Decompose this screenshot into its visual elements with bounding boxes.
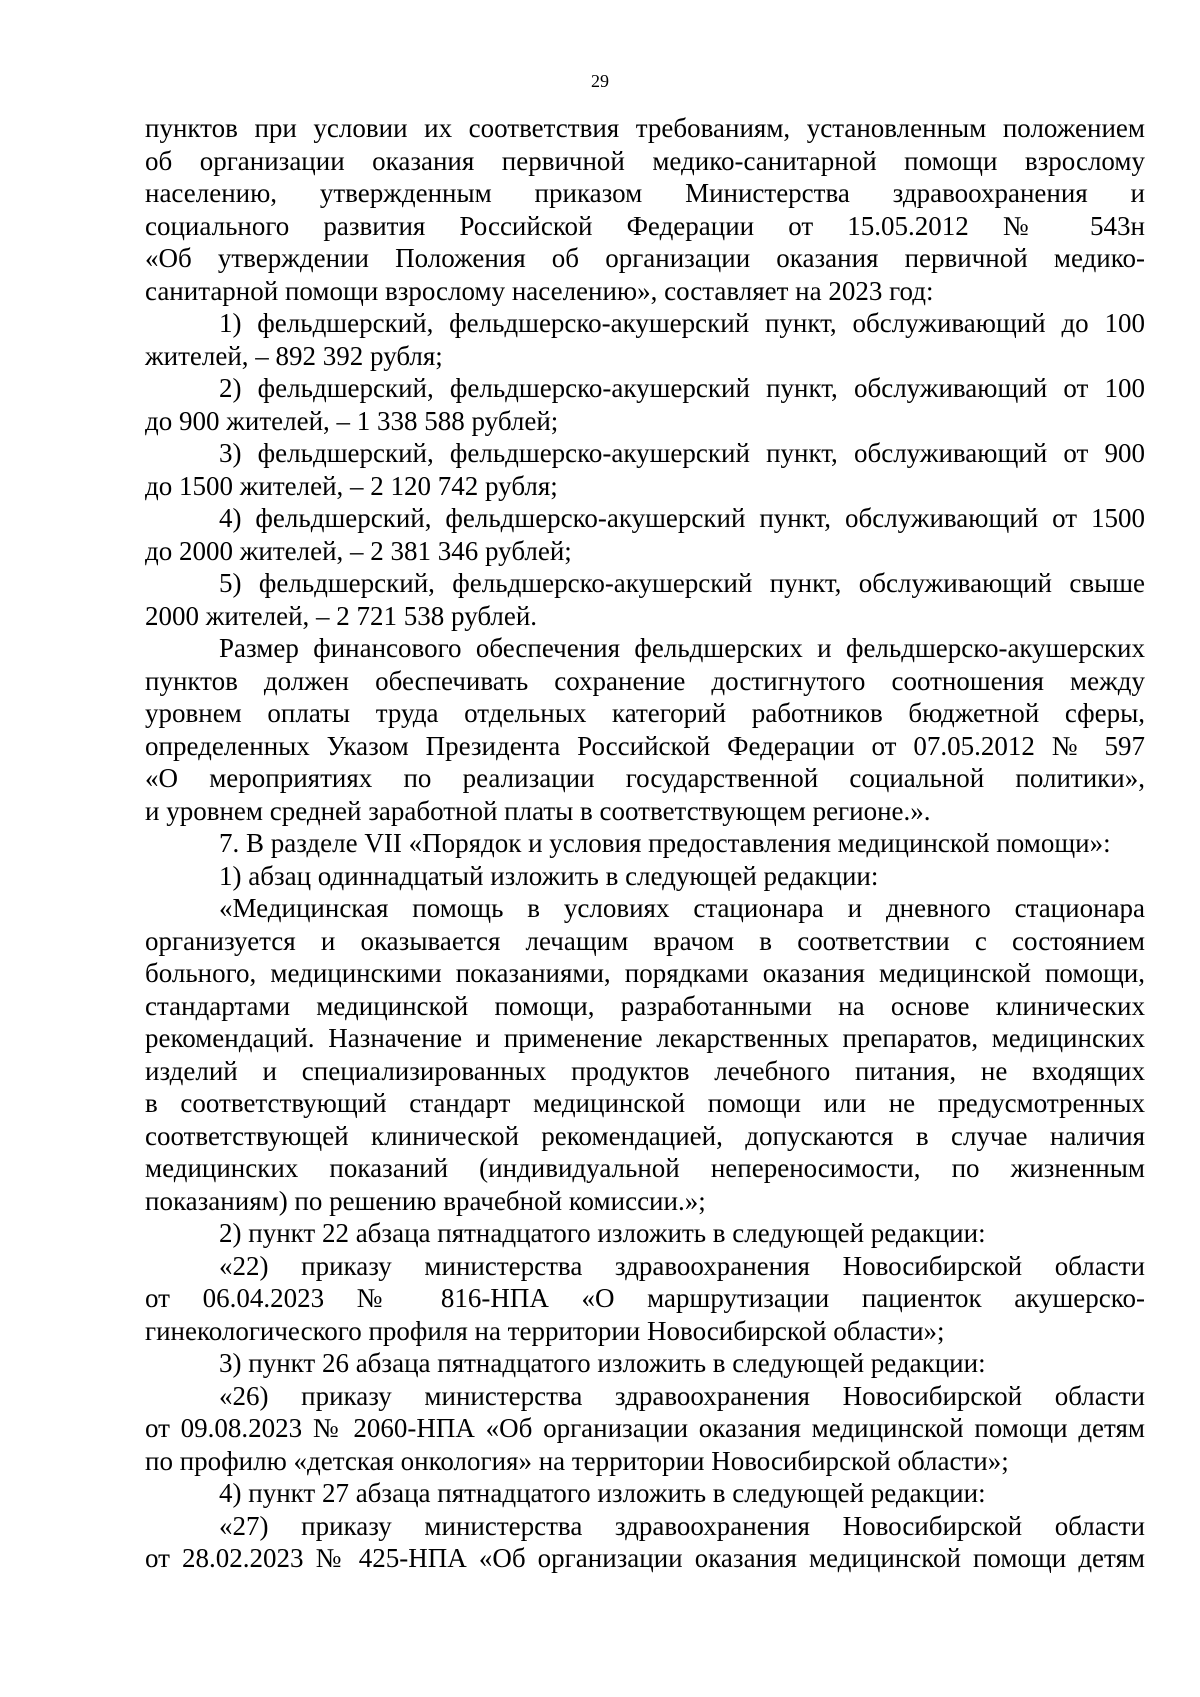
text-line: от 09.08.2023 № 2060-НПА «Об организации оказания медицинской помощи детям bbox=[145, 1413, 1145, 1443]
text-line: рекомендаций. Назначение и применение лекарственных препаратов, медицинских bbox=[145, 1023, 1145, 1053]
text-line: в соответствующий стандарт медицинской помощи или не предусмотренных bbox=[145, 1088, 1145, 1118]
text-line: Размер финансового обеспечения фельдшерских и фельдшерско-акушерских bbox=[219, 633, 1145, 663]
text-line: стандартами медицинской помощи, разработанными на основе клинических bbox=[145, 990, 1145, 1021]
text-line: от 06.04.2023 № 816-НПА «О маршрутизации пациенток акушерско- bbox=[145, 1283, 1145, 1313]
document-body bbox=[145, 112, 1145, 1575]
text-line: до 2000 жителей, – 2 381 346 рублей; bbox=[145, 535, 572, 566]
text-line: по профилю «детская онкология» на территории Новосибирской области»; bbox=[145, 1445, 1009, 1476]
text-line: социального развития Российской Федерации от 15.05.2012 № 543н bbox=[145, 210, 1145, 241]
text-line: и уровнем средней заработной платы в соответствующем регионе.». bbox=[145, 795, 931, 826]
text-line: определенных Указом Президента Российской Федерации от 07.05.2012 № 597 bbox=[145, 730, 1145, 761]
text-line: санитарной помощи взрослому населению», составляет на 2023 год: bbox=[145, 275, 934, 306]
text-line: 1) фельдшерский, фельдшерско-акушерский пункт, обслуживающий до 100 bbox=[219, 308, 1145, 338]
text-line: пунктов при условии их соответствия требованиям, установленным положением bbox=[145, 113, 1145, 143]
text-line: жителей, – 892 392 рубля; bbox=[145, 340, 443, 371]
text-line: «Медицинская помощь в условиях стационара и дневного стационара bbox=[219, 893, 1145, 923]
text-line: «26) приказу министерства здравоохранения Новосибирской области bbox=[219, 1380, 1145, 1411]
text-line: 2000 жителей, – 2 721 538 рублей. bbox=[145, 600, 538, 631]
text-line: уровнем оплаты труда отдельных категорий работников бюджетной сферы, bbox=[145, 698, 1145, 728]
text-line: 3) пункт 26 абзаца пятнадцатого изложить в следующей редакции: bbox=[219, 1348, 986, 1378]
text-line: 3) фельдшерский, фельдшерско-акушерский пункт, обслуживающий от 900 bbox=[219, 438, 1145, 468]
text-line: больного, медицинскими показаниями, порядками оказания медицинской помощи, bbox=[145, 958, 1145, 988]
text-line: населению, утвержденным приказом Министерства здравоохранения и bbox=[145, 178, 1145, 208]
text-line: «22) приказу министерства здравоохранения Новосибирской области bbox=[219, 1250, 1145, 1281]
text-line: изделий и специализированных продуктов лечебного питания, не входящих bbox=[145, 1055, 1145, 1086]
text-line: 4) пункт 27 абзаца пятнадцатого изложить в следующей редакции: bbox=[219, 1478, 986, 1508]
text-line: 5) фельдшерский, фельдшерско-акушерский пункт, обслуживающий свыше bbox=[219, 568, 1145, 598]
page-number: 29 bbox=[591, 71, 609, 91]
text-line: до 1500 жителей, – 2 120 742 рубля; bbox=[145, 470, 558, 501]
text-line: до 900 жителей, – 1 338 588 рублей; bbox=[145, 405, 559, 436]
text-line: показаниям) по решению врачебной комиссии.»; bbox=[145, 1185, 706, 1216]
text-line: 2) фельдшерский, фельдшерско-акушерский пункт, обслуживающий от 100 bbox=[219, 373, 1145, 403]
text-line: от 28.02.2023 № 425-НПА «Об организации оказания медицинской помощи детям bbox=[145, 1543, 1145, 1573]
text-line: 1) абзац одиннадцатый изложить в следующей редакции: bbox=[219, 860, 879, 891]
text-line: 7. В разделе VII «Порядок и условия предоставления медицинской помощи»: bbox=[219, 828, 1111, 858]
text-line: «Об утверждении Положения об организации оказания первичной медико- bbox=[145, 243, 1145, 273]
text-line: соответствующей клинической рекомендацией, допускаются в случае наличия bbox=[145, 1120, 1145, 1151]
text-line: 2) пункт 22 абзаца пятнадцатого изложить в следующей редакции: bbox=[219, 1218, 986, 1248]
text-line: «О мероприятиях по реализации государственной социальной политики», bbox=[145, 763, 1145, 793]
text-line: гинекологического профиля на территории Новосибирской области»; bbox=[145, 1315, 945, 1346]
text-line: 4) фельдшерский, фельдшерско-акушерский пункт, обслуживающий от 1500 bbox=[219, 503, 1145, 533]
text-line: организуется и оказывается лечащим врачом в соответствии с состоянием bbox=[145, 925, 1145, 956]
text-line: пунктов должен обеспечивать сохранение достигнутого соотношения между bbox=[145, 665, 1145, 696]
text-line: медицинских показаний (индивидуальной непереносимости, по жизненным bbox=[145, 1153, 1145, 1183]
text-line: «27) приказу министерства здравоохранения Новосибирской области bbox=[219, 1510, 1145, 1541]
text-line: об организации оказания первичной медико-санитарной помощи взрослому bbox=[145, 145, 1145, 176]
